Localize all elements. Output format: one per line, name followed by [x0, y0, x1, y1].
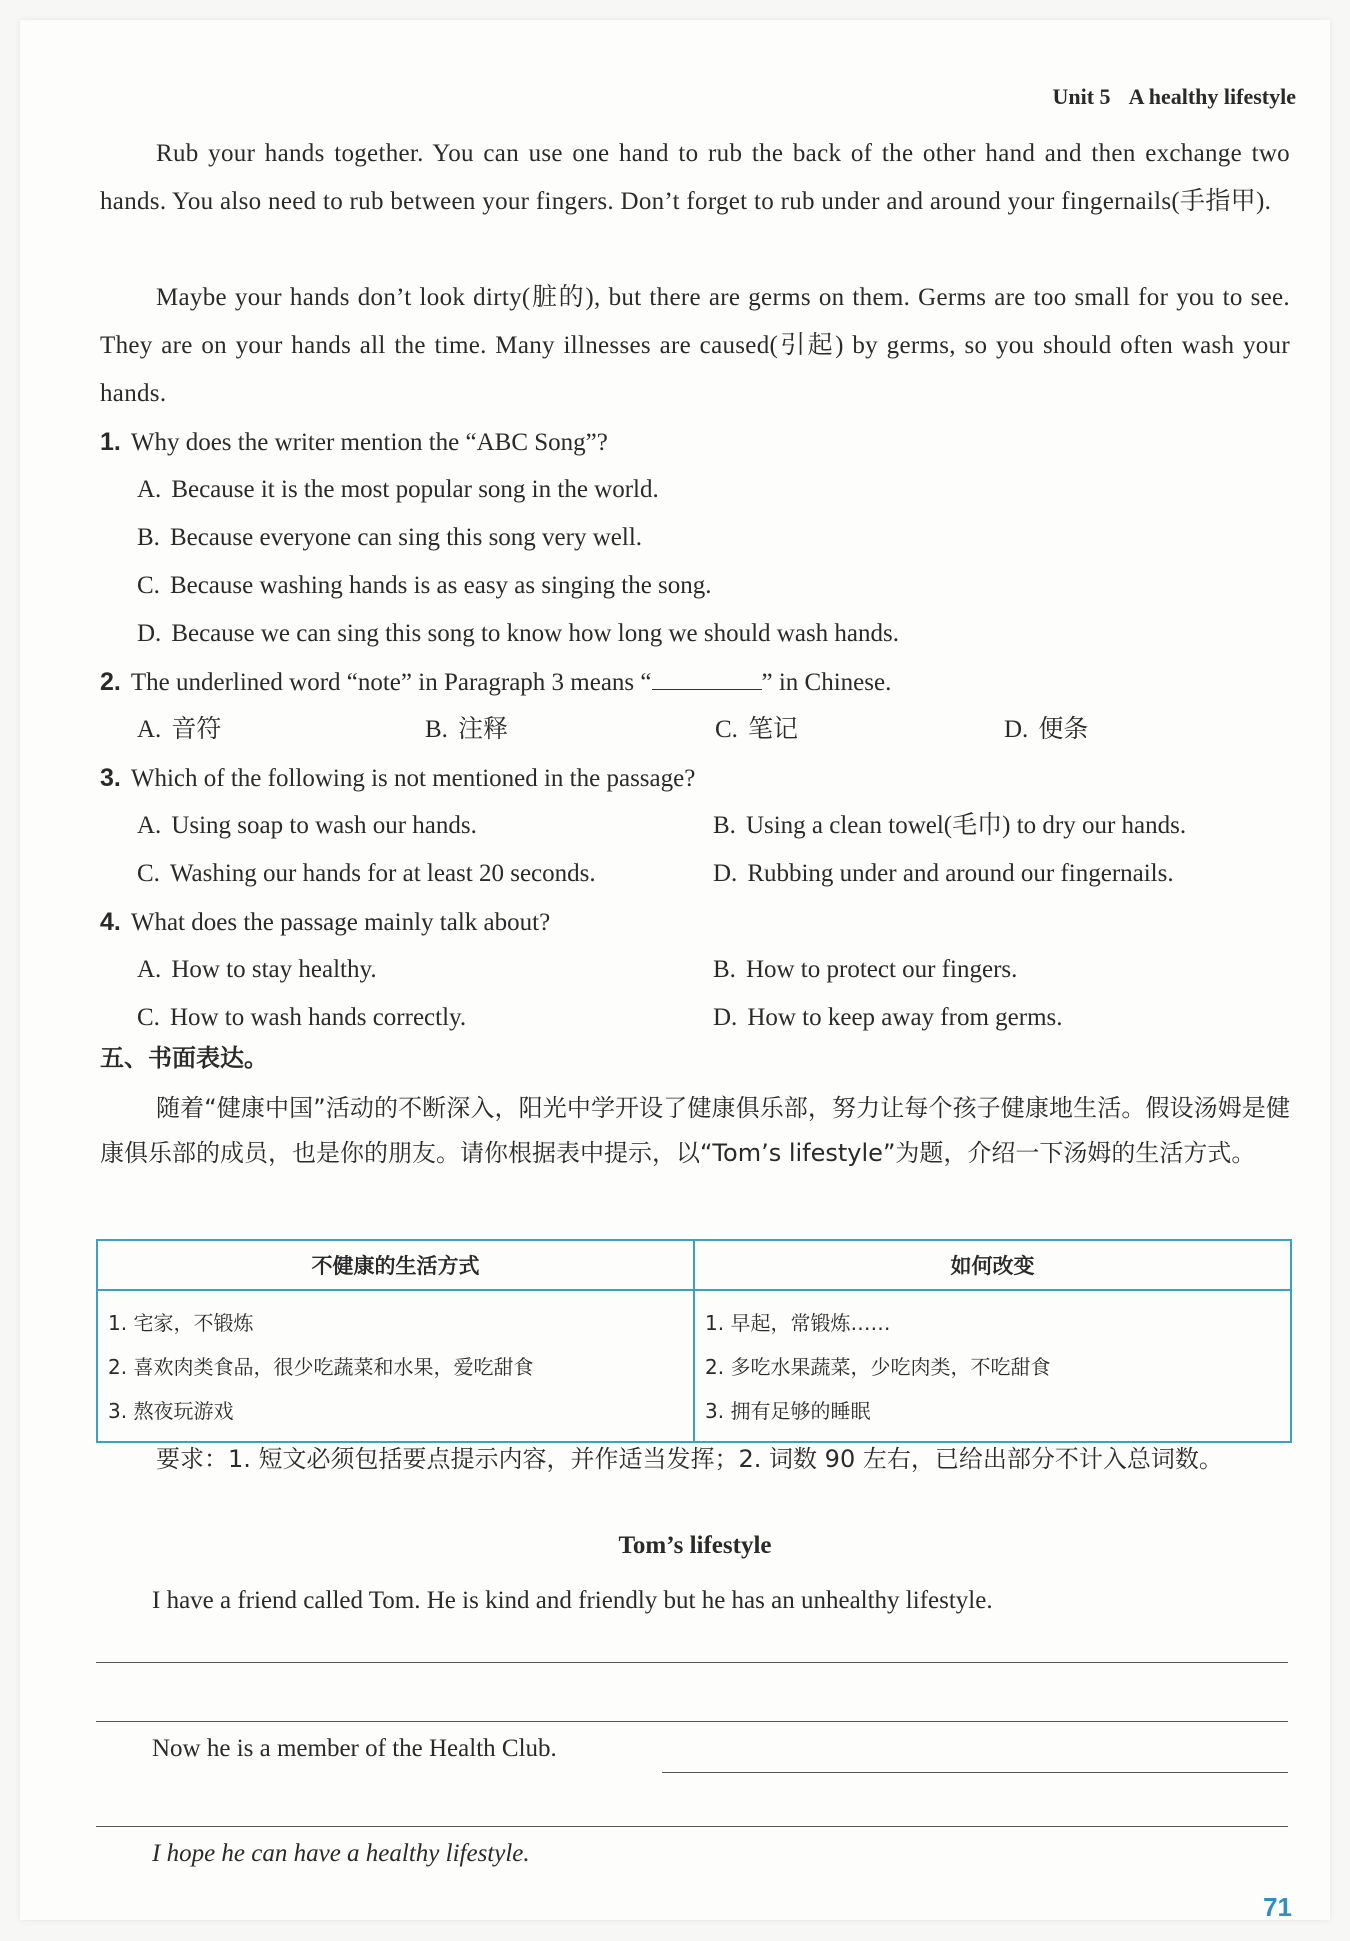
option-text: How to protect our fingers.: [745, 956, 1018, 983]
question-number: 2.: [100, 668, 121, 696]
q3-option-b[interactable]: [713, 802, 1186, 850]
table-item: 2. 多吃水果蔬菜，少吃肉类，不吃甜食: [705, 1355, 1051, 1379]
option-key: C.: [137, 860, 160, 887]
option-text: Because we can sing this song to know how long we should wash hands.: [171, 620, 899, 647]
question-text-before: The underlined word “note” in Paragraph 3 means “: [130, 669, 652, 696]
writing-requirement: 要求：1. 短文必须包括要点提示内容，并作适当发挥；2. 词数 90 左右，已给出部分不计入总词数。: [156, 1445, 1223, 1473]
table-header-unhealthy: 不健康的生活方式: [97, 1240, 694, 1290]
table-cell-unhealthy: [97, 1290, 694, 1442]
section-intro: 随着“健康中国”活动的不断深入，阳光中学开设了健康俱乐部，努力让每个孩子健康地生活。假设汤姆是健康俱乐部的成员，也是你的朋友。请你根据表中提示，以“Tom’s lifestyle”为题，介绍一下汤姆的生活方式。: [100, 1094, 1290, 1167]
option-text: Using soap to wash our hands.: [171, 812, 477, 839]
option-text: How to wash hands correctly.: [169, 1004, 467, 1031]
option-key: B.: [137, 524, 160, 551]
q3-option-a[interactable]: [137, 802, 477, 850]
table-header-change: 如何改变: [694, 1240, 1291, 1290]
q3-option-d[interactable]: [713, 850, 1174, 898]
option-text: 音符: [171, 716, 222, 743]
question-4: [100, 898, 550, 947]
option-text: How to stay healthy.: [171, 956, 377, 983]
q1-option-d[interactable]: [137, 610, 899, 658]
option-text: 笔记: [747, 716, 798, 743]
question-2: [100, 658, 891, 707]
writing-line[interactable]: [96, 1826, 1288, 1827]
q3-option-c[interactable]: [137, 850, 596, 898]
option-key: D.: [713, 1004, 738, 1031]
essay-line-2: Now he is a member of the Health Club.: [152, 1735, 557, 1762]
table-cell-change: [694, 1290, 1291, 1442]
question-number: 1.: [100, 428, 121, 456]
option-key: A.: [137, 716, 162, 743]
table-item: 3. 拥有足够的睡眠: [705, 1399, 871, 1423]
question-1: [100, 418, 608, 467]
table-item: 1. 宅家，不锻炼: [108, 1311, 254, 1335]
option-key: D.: [137, 620, 162, 647]
q1-option-a[interactable]: [137, 466, 659, 514]
option-key: D.: [713, 860, 738, 887]
hints-table: [96, 1239, 1292, 1443]
option-key: B.: [425, 716, 448, 743]
q2-option-b[interactable]: [425, 706, 508, 754]
essay-line-1: I have a friend called Tom. He is kind and friendly but he has an unhealthy lifestyle.: [152, 1587, 993, 1614]
option-key: A.: [137, 476, 162, 503]
q4-option-b[interactable]: [713, 946, 1017, 994]
passage-paragraph-2: Maybe your hands don’t look dirty(脏的), but there are germs on them. Germs are too small for you to see. They are on your hands all the time. Many illnesses are caused(引起) by germs, so you should often wash your hands.: [100, 284, 1290, 407]
option-key: B.: [713, 812, 736, 839]
question-text: Which of the following is not mentioned in the passage?: [130, 765, 696, 792]
option-text: How to keep away from germs.: [747, 1004, 1063, 1031]
option-text: Washing our hands for at least 20 seconds.: [169, 860, 596, 887]
option-text: Because everyone can sing this song very well.: [169, 524, 643, 551]
option-text: Because washing hands is as easy as singing the song.: [169, 572, 712, 599]
option-key: A.: [137, 956, 162, 983]
q4-option-d[interactable]: [713, 994, 1063, 1042]
question-text: Why does the writer mention the “ABC Song”?: [130, 429, 608, 456]
writing-line[interactable]: [662, 1772, 1288, 1773]
option-text: Because it is the most popular song in the world.: [171, 476, 659, 503]
q4-option-c[interactable]: [137, 994, 466, 1042]
writing-line[interactable]: [96, 1662, 1288, 1663]
unit-topic: A healthy lifestyle: [1128, 84, 1296, 109]
question-number: 4.: [100, 908, 121, 936]
option-key: C.: [715, 716, 738, 743]
option-key: D.: [1004, 716, 1029, 743]
table-item: 3. 熬夜玩游戏: [108, 1399, 234, 1423]
running-header: [1053, 84, 1297, 110]
essay-line-3: I hope he can have a healthy lifestyle.: [152, 1840, 530, 1867]
q4-option-a[interactable]: [137, 946, 377, 994]
page-number: 71: [1263, 1892, 1292, 1922]
question-number: 3.: [100, 764, 121, 792]
answer-blank[interactable]: [652, 663, 762, 690]
passage-paragraph-1: Rub your hands together. You can use one hand to rub the back of the other hand and then exchange two hands. You also need to rub between your fingers. Don’t forget to rub under and around your fingernails(手指甲).: [100, 140, 1290, 215]
q1-option-b[interactable]: [137, 514, 642, 562]
option-text: Rubbing under and around our fingernails.: [747, 860, 1174, 887]
question-text-after: ” in Chinese.: [761, 669, 892, 696]
section-heading: 五、书面表达。: [100, 1044, 268, 1072]
question-text: What does the passage mainly talk about?: [130, 909, 551, 936]
option-key: C.: [137, 1004, 160, 1031]
table-item: 2. 喜欢肉类食品，很少吃蔬菜和水果，爱吃甜食: [108, 1355, 534, 1379]
table-item: 1. 早起，常锻炼……: [705, 1311, 891, 1335]
option-key: C.: [137, 572, 160, 599]
q1-option-c[interactable]: [137, 562, 712, 610]
q2-option-a[interactable]: [137, 706, 221, 754]
essay-title: Tom’s lifestyle: [618, 1532, 772, 1559]
writing-line[interactable]: [96, 1721, 1288, 1722]
question-3: [100, 754, 695, 803]
option-key: A.: [137, 812, 162, 839]
q2-option-d[interactable]: [1004, 706, 1088, 754]
unit-label: Unit 5: [1052, 84, 1111, 109]
option-text: 注释: [457, 716, 508, 743]
option-text: 便条: [1038, 716, 1089, 743]
option-key: B.: [713, 956, 736, 983]
q2-option-c[interactable]: [715, 706, 798, 754]
option-text: Using a clean towel(毛巾) to dry our hands.: [745, 812, 1187, 839]
